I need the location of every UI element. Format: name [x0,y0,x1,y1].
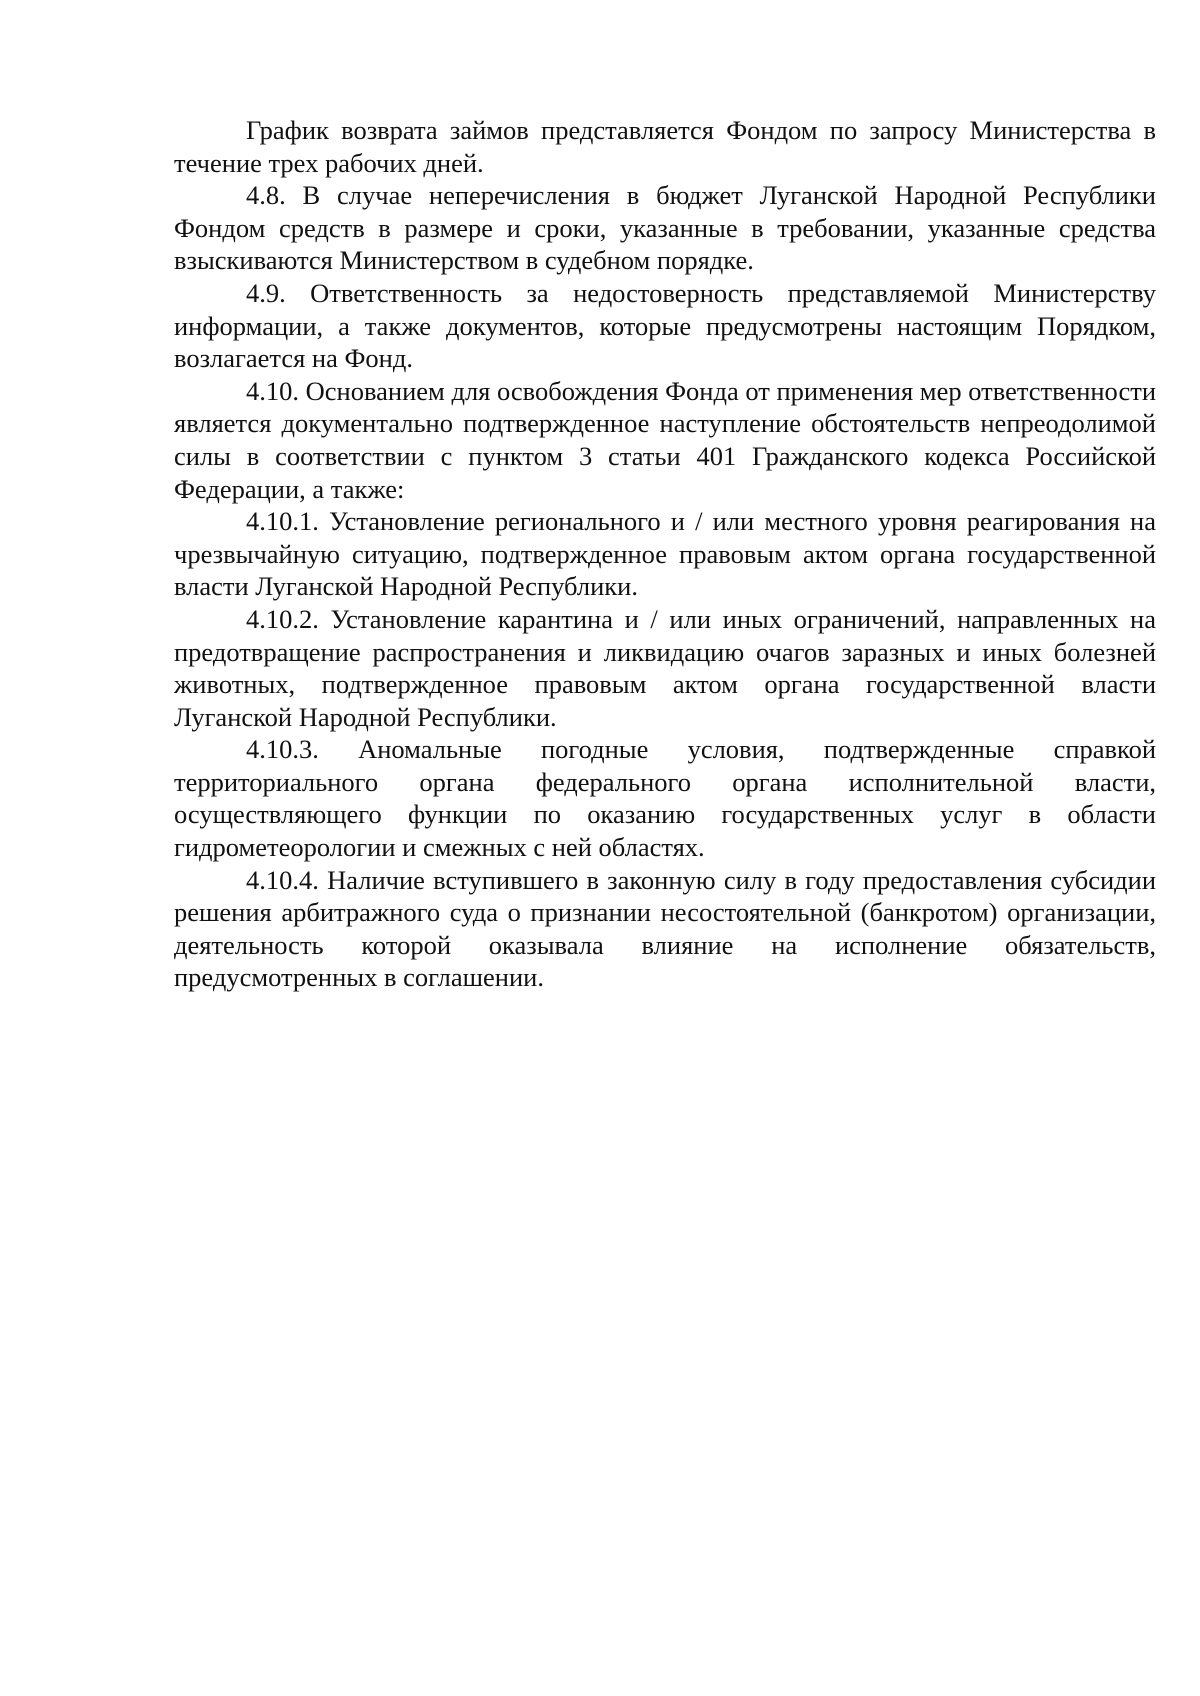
paragraph-4-10-2: 4.10.2. Установление карантина и / или иных ограничений, направленных на предотвращение распространения и ликвидацию очагов заразных и иных болезней животных, подтвержденное правовым актом органа государственной власти Луганской Народной Республики. [174,603,1156,732]
paragraph-4-8: 4.8. В случае неперечисления в бюджет Луганской Народной Республики Фондом средств в размере и сроки, указанные в требовании, указанные средства взыскиваются Министерством в судебном порядке. [174,180,1156,276]
paragraph-4-10-4: 4.10.4. Наличие вступившего в законную силу в году предоставления субсидии решения арбитражного суда о признании несостоятельной (банкротом) организации, деятельность которой оказывала влияние на исполнение обязательств, предусмотренных в соглашении. [174,864,1156,993]
paragraph-4-10-1: 4.10.1. Установление регионального и / или местного уровня реагирования на чрезвычайную ситуацию, подтвержденное правовым актом органа государственной власти Луганской Народной Республики. [174,506,1156,602]
paragraph-4-10: 4.10. Основанием для освобождения Фонда от применения мер ответственности является документально подтвержденное наступление обстоятельств непреодолимой силы в соответствии с пунктом 3 статьи 401 Гражданского кодекса Российской Федерации, а также: [174,375,1156,504]
document-body [174,114,1156,994]
paragraph-4-10-3: 4.10.3. Аномальные погодные условия, подтвержденные справкой территориального органа федерального органа исполнительной власти, осуществляющего функции по оказанию государственных услуг в области гидрометеорологии и смежных с ней областях. [174,734,1156,863]
paragraph-4-9: 4.9. Ответственность за недостоверность представляемой Министерству информации, а также документов, которые предусмотрены настоящим Порядком, возлагается на Фонд. [174,277,1156,374]
paragraph-loan-schedule: График возврата займов представляется Фондом по запросу Министерства в течение трех рабочих дней. [174,115,1156,178]
